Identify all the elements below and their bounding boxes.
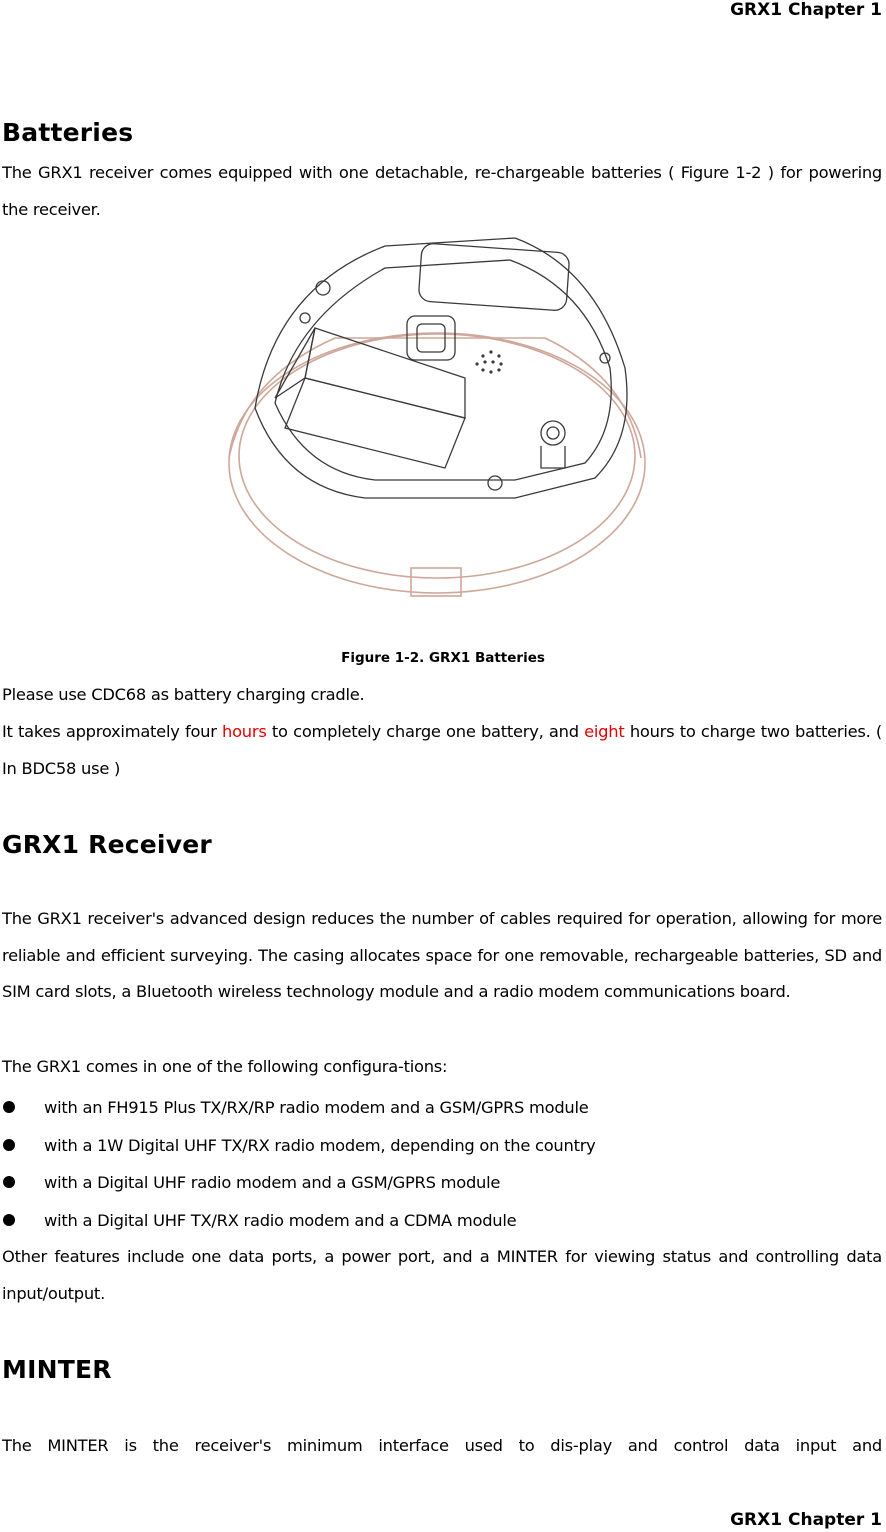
- running-footer: GRX1 Chapter 1: [730, 1510, 882, 1530]
- section-heading-receiver: GRX1 Receiver: [2, 830, 212, 859]
- list-item: with a 1W Digital UHF TX/RX radio modem, depending on the country: [2, 1127, 882, 1164]
- list-item: with an FH915 Plus TX/RX/RP radio modem and a GSM/GPRS module: [2, 1089, 882, 1126]
- highlight-hours: hours: [222, 722, 267, 741]
- highlight-eight: eight: [584, 722, 625, 741]
- section-heading-minter: MINTER: [2, 1355, 112, 1384]
- figure-caption: Figure 1-2. GRX1 Batteries: [341, 650, 545, 666]
- receiver-description: The GRX1 receiver's advanced design reduces the number of cables required for operation, allowing for more reliable and efficient surveying. The casing allocates space for one removable, rechargeable batteries, SD and SIM card slots, a Bluetooth wireless technology module and a radio modem communications board.: [2, 909, 882, 1001]
- bullet-icon: [3, 1176, 15, 1188]
- bullet-icon: [3, 1101, 15, 1113]
- charging-paragraph: It takes approximately four hours to completely charge one battery, and eight hours to charge two batteries. ( In BDC58 use ): [2, 722, 882, 778]
- section-heading-batteries: Batteries: [2, 118, 134, 147]
- other-features-paragraph: Other features include one data ports, a power port, and a MINTER for viewing status and controlling data input/output.: [2, 1247, 882, 1303]
- cradle-note: Please use CDC68 as battery charging cradle.: [2, 685, 365, 704]
- batteries-intro-paragraph: The GRX1 receiver comes equipped with one detachable, re-chargeable batteries ( Figure 1-2 ) for powering the receiver.: [2, 163, 882, 219]
- config-intro: The GRX1 comes in one of the following configura-tions:: [2, 1057, 448, 1076]
- bullet-icon: [3, 1139, 15, 1151]
- minter-description: The MINTER is the receiver's minimum interface used to dis-play and control data input and: [2, 1436, 882, 1455]
- running-header: GRX1 Chapter 1: [730, 0, 882, 20]
- bullet-icon: [3, 1214, 15, 1226]
- list-item: with a Digital UHF radio modem and a GSM/GPRS module: [2, 1164, 882, 1201]
- list-item: with a Digital UHF TX/RX radio modem and a CDMA module: [2, 1202, 882, 1239]
- grx1-battery-figure: [215, 228, 655, 608]
